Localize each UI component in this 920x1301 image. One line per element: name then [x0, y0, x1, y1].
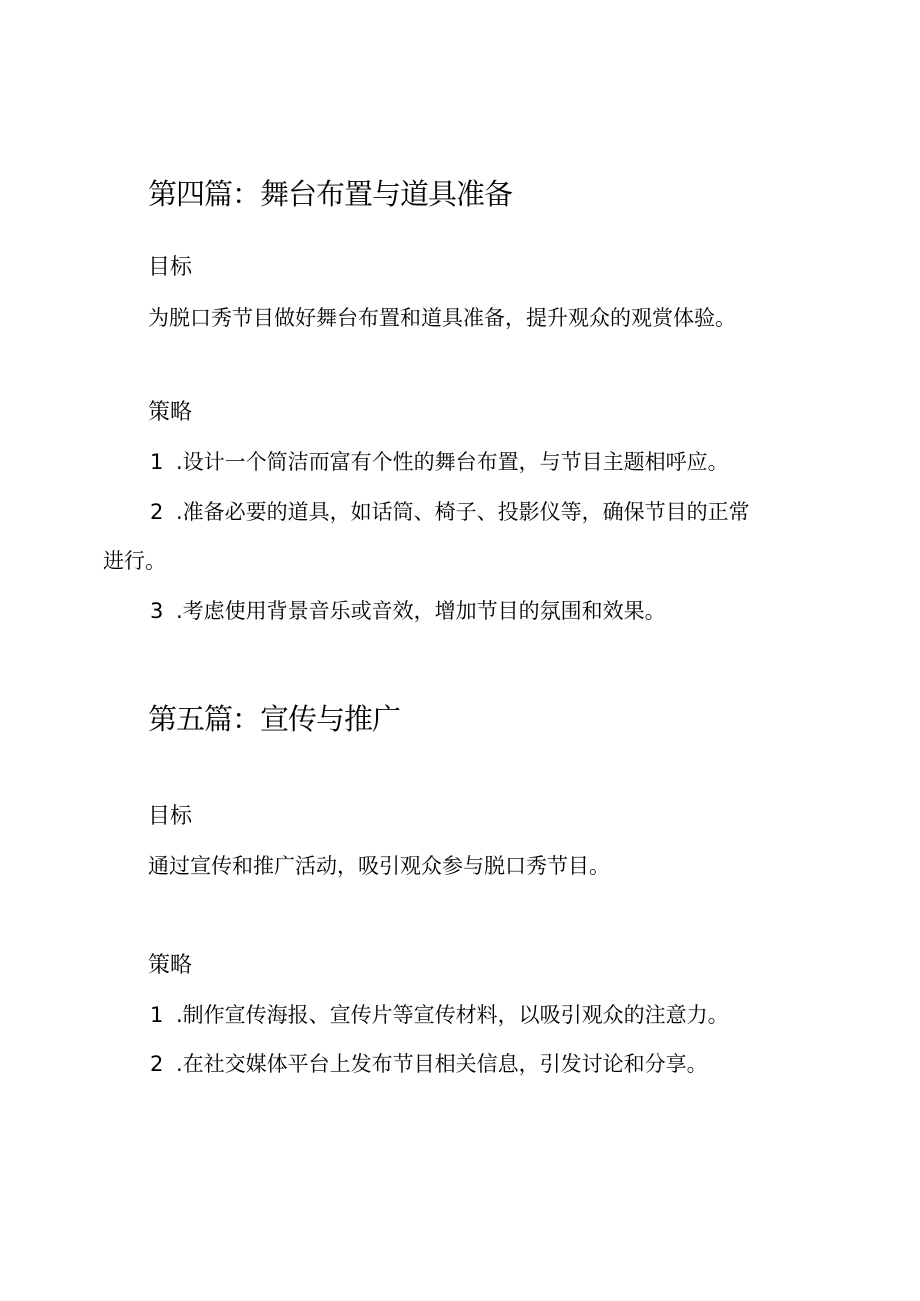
list-item-text: .准备必要的道具，如话筒、椅子、投影仪等，确保节目的正常	[176, 500, 750, 524]
section4-strategy-heading: 策略	[148, 400, 193, 425]
section5-strategy-item-1	[150, 1005, 729, 1026]
list-number: 1	[150, 1003, 164, 1027]
list-item-text: .设计一个简洁而富有个性的舞台布置，与节目主题相呼应。	[176, 450, 729, 474]
section5-strategy-item-2	[150, 1054, 708, 1075]
section4-strategy-item-3	[150, 601, 666, 622]
list-item-text: .在社交媒体平台上发布节目相关信息，引发讨论和分享。	[176, 1052, 708, 1076]
section4-strategy-item-1	[150, 452, 729, 473]
section4-strategy-item-2-continuation: 进行。	[103, 549, 166, 573]
list-number: 3	[150, 599, 164, 623]
section5-title: 第五篇：宣传与推广	[148, 702, 401, 736]
section5-goal-text: 通过宣传和推广活动，吸引观众参与脱口秀节目。	[148, 854, 610, 878]
list-number: 1	[150, 450, 164, 474]
list-item-text: .考虑使用背景音乐或音效，增加节目的氛围和效果。	[176, 599, 666, 623]
section4-strategy-item-2	[150, 502, 750, 523]
section5-goal-heading: 目标	[148, 804, 193, 829]
list-item-text: .制作宣传海报、宣传片等宣传材料，以吸引观众的注意力。	[176, 1003, 729, 1027]
list-number: 2	[150, 1052, 164, 1076]
section4-title: 第四篇：舞台布置与道具准备	[148, 177, 513, 211]
section4-goal-heading: 目标	[148, 255, 193, 280]
section4-goal-text: 为脱口秀节目做好舞台布置和道具准备，提升观众的观赏体验。	[148, 306, 736, 330]
list-number: 2	[150, 500, 164, 524]
section5-strategy-heading: 策略	[148, 953, 193, 978]
